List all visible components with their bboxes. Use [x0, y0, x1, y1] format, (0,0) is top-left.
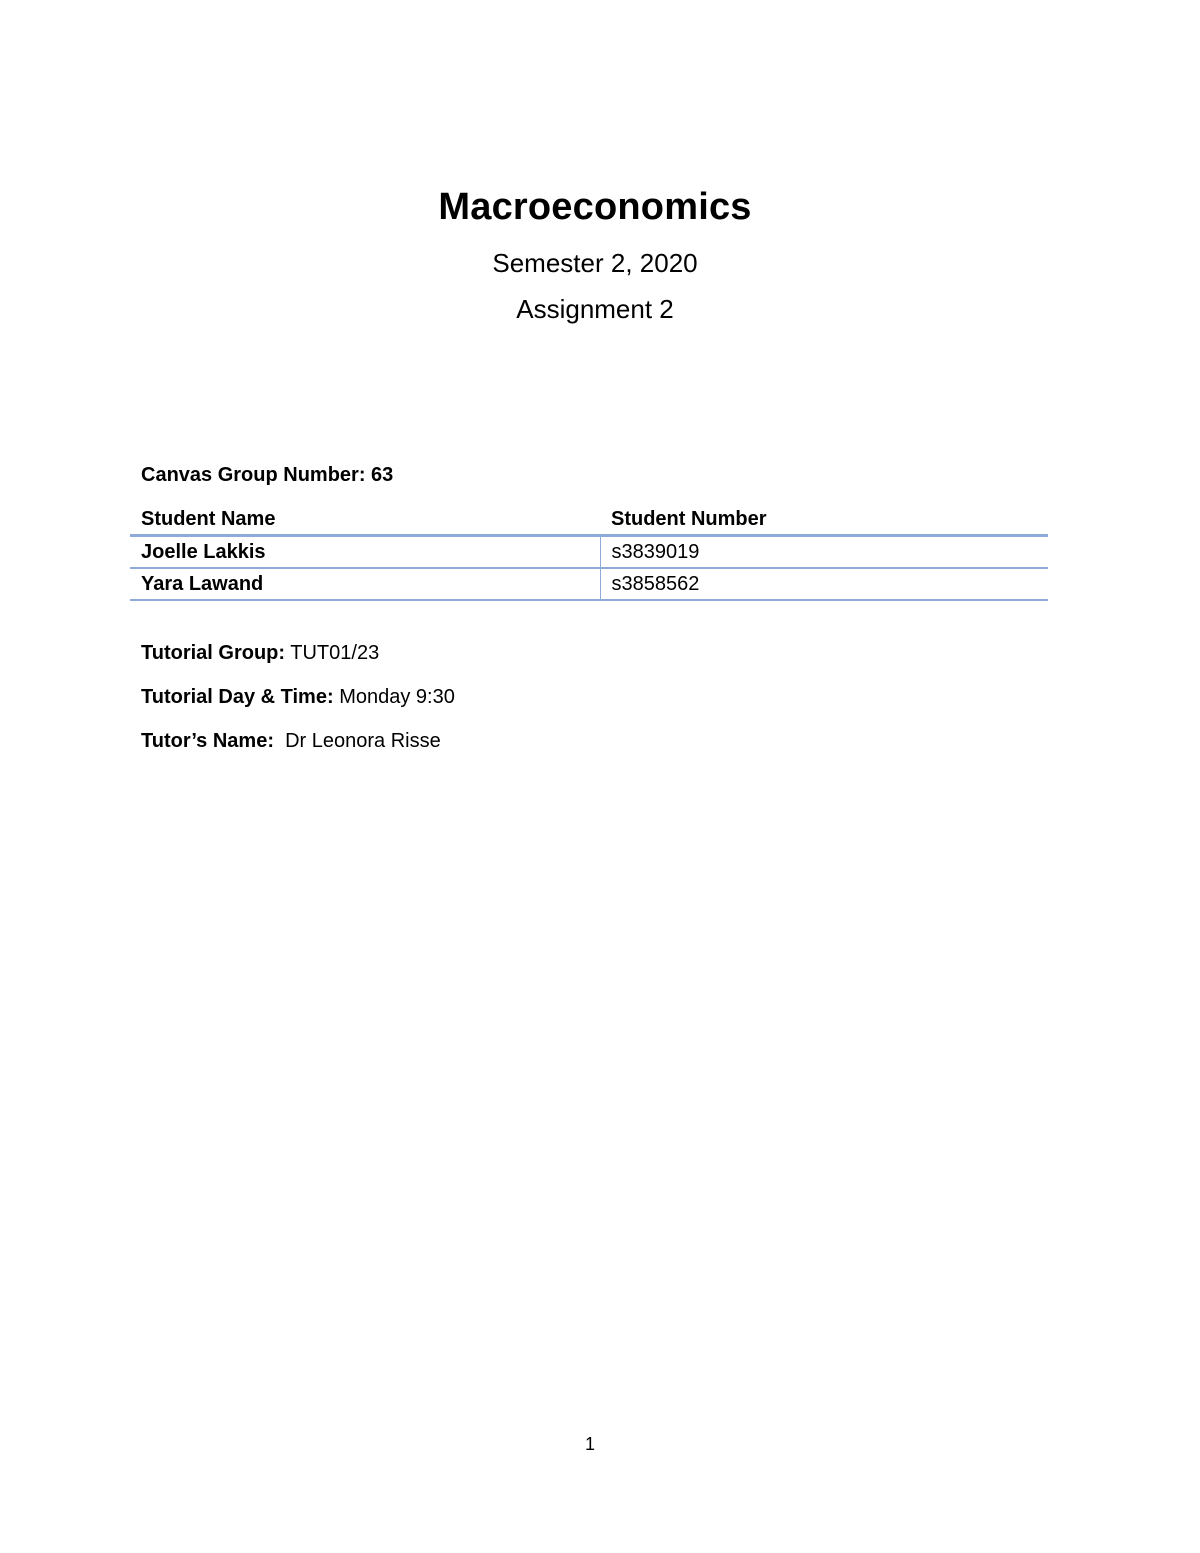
table-row — [130, 536, 1048, 569]
tutorial-group-label: Tutorial Group: — [141, 642, 286, 664]
canvas-group-label: Canvas Group Number: — [141, 464, 366, 486]
canvas-group-value: 63 — [371, 464, 394, 486]
assignment-subtitle: Assignment 2 — [516, 294, 674, 324]
tutorial-group-value: TUT01/23 — [290, 642, 380, 664]
semester-subtitle: Semester 2, 2020 — [492, 248, 698, 278]
tutorial-time-label: Tutorial Day & Time: — [141, 686, 334, 708]
student-number-header: Student Number — [600, 504, 1048, 536]
tutorial-time-line — [141, 686, 455, 709]
students-table — [130, 504, 1048, 601]
student-number-cell: s3858562 — [600, 568, 1048, 600]
tutorial-group-line — [141, 642, 379, 665]
canvas-group-line — [141, 464, 393, 487]
page-number: 1 — [584, 1434, 595, 1454]
table-header-row — [130, 504, 1048, 536]
tutor-name-value: Dr Leonora Risse — [285, 730, 441, 752]
student-name-cell: Yara Lawand — [130, 568, 600, 600]
student-number-cell: s3839019 — [600, 536, 1048, 569]
document-title: Macroeconomics — [438, 186, 752, 228]
tutorial-time-value: Monday 9:30 — [339, 686, 455, 708]
tutor-name-line — [141, 730, 441, 753]
student-name-header: Student Name — [130, 504, 600, 536]
student-name-cell: Joelle Lakkis — [130, 536, 600, 569]
tutor-name-label: Tutor’s Name: — [141, 730, 274, 752]
table-row — [130, 568, 1048, 600]
